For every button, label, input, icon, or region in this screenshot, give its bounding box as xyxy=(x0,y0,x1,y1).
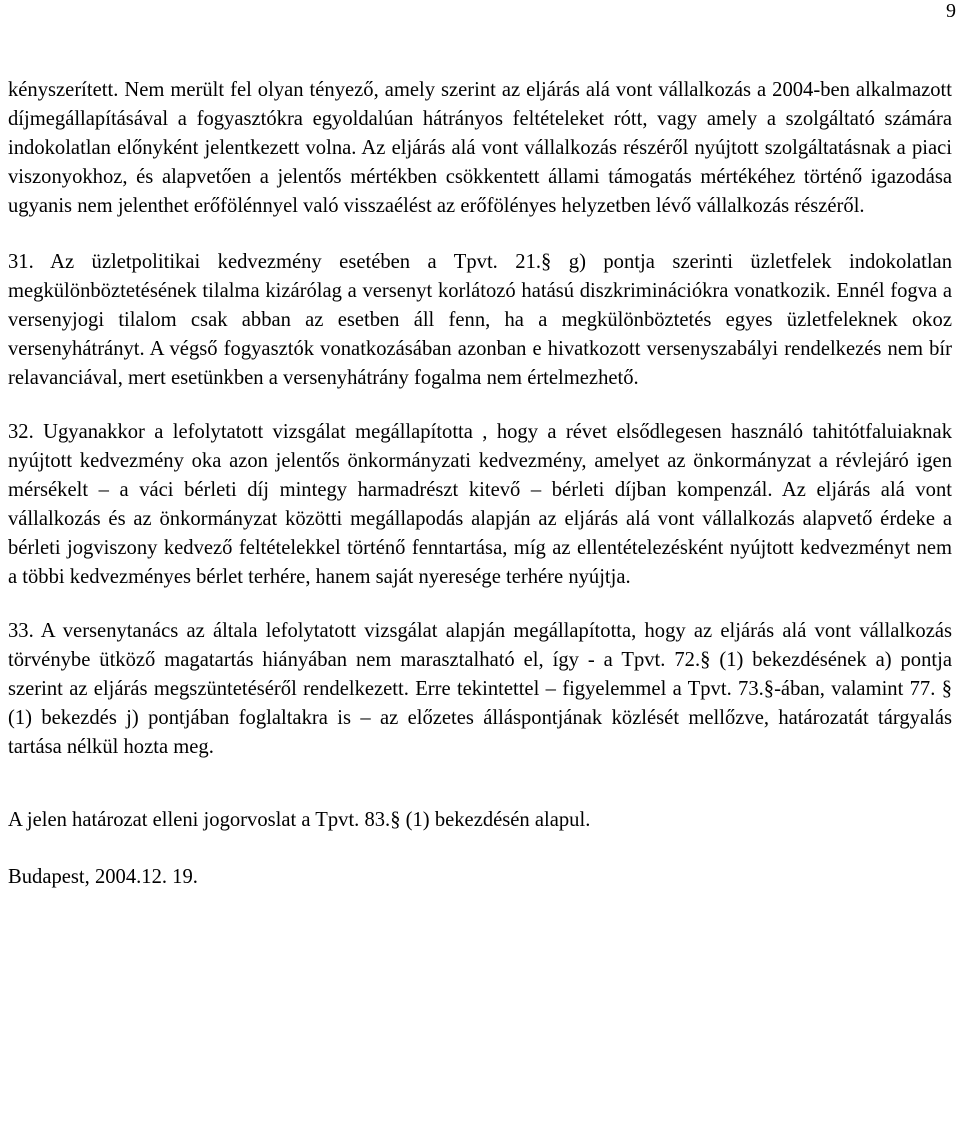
paragraph-31: 31. Az üzletpolitikai kedvezmény esetében a Tpvt. 21.§ g) pontja szerinti üzletfelek indokolatlan megkülönböztetésének tilalma kizárólag a versenyt korlátozó hatású diszkriminációkra vonatkozik. Ennél fogva a versenyjogi tilalom csak abban az esetben áll fenn, ha a megkülönböztetés egyes üzletfeleknek okoz versenyhátrányt. A végső fogyasztók vonatkozásában azonban e hivatkozott versenyszabályi rendelkezés nem bír relavanciával, mert esetünkben a versenyhátrány fogalma nem értelmezhető. xyxy=(8,251,952,389)
document-body xyxy=(8,76,952,892)
paragraph-32: 32. Ugyanakkor a lefolytatott vizsgálat megállapította , hogy a révet elsődlegesen használó tahitótfaluiaknak nyújtott kedvezmény oka azon jelentős önkormányzati kedvezmény, amelyet az önkormányzat a révlejáró igen mérsékelt – a váci bérleti díj mintegy harmadrészt kitevő – bérleti díjban kompenzál. Az eljárás alá vont vállalkozás és az önkormányzat közötti megállapodás alapján az eljárás alá vont vállalkozás alapvető érdeke a bérleti jogviszony kedvező feltételekkel történő fenntartása, míg az ellentételezésként nyújtott kedvezményt nem a többi kedvezményes bérlet terhére, hanem saját nyeresége terhére nyújtja. xyxy=(8,421,952,588)
paragraph-33: 33. A versenytanács az általa lefolytatott vizsgálat alapján megállapította, hogy az eljárás alá vont vállalkozás törvénybe ütköző magatartás hiányában nem marasztalható el, így - a Tpvt. 72.§ (1) bekezdésének a) pontja szerint az eljárás megszüntetéséről rendelkezett. Erre tekintettel – figyelemmel a Tpvt. 73.§-ában, valamint 77. § (1) bekezdés j) pontjában foglaltakra is – az előzetes álláspontjának közlését mellőzve, határozatát tárgyalás tartása nélkül hozta meg. xyxy=(8,620,952,758)
page-number: 9 xyxy=(946,0,956,22)
legal-basis-statement: A jelen határozat elleni jogorvoslat a Tpvt. 83.§ (1) bekezdésén alapul. xyxy=(8,809,591,831)
paragraph-30-continuation: kényszerített. Nem merült fel olyan tényező, amely szerint az eljárás alá vont vállalkozás a 2004-ben alkalmazott díjmegállapításával a fogyasztókra egyoldalúan hátrányos feltételeket rótt, vagy amely a szolgáltató számára indokolatlan előnyként jelentkezett volna. Az eljárás alá vont vállalkozás részéről nyújtott szolgáltatásnak a piaci viszonyokhoz, és alapvetően a jelentős mértékben csökkentett állami támogatás mértékéhez történő igazodása ugyanis nem jelenthet erőfölénnyel való visszaélést az erőfölényes helyzetben lévő vállalkozás részéről. xyxy=(8,79,952,217)
place-and-date: Budapest, 2004.12. 19. xyxy=(8,866,198,888)
